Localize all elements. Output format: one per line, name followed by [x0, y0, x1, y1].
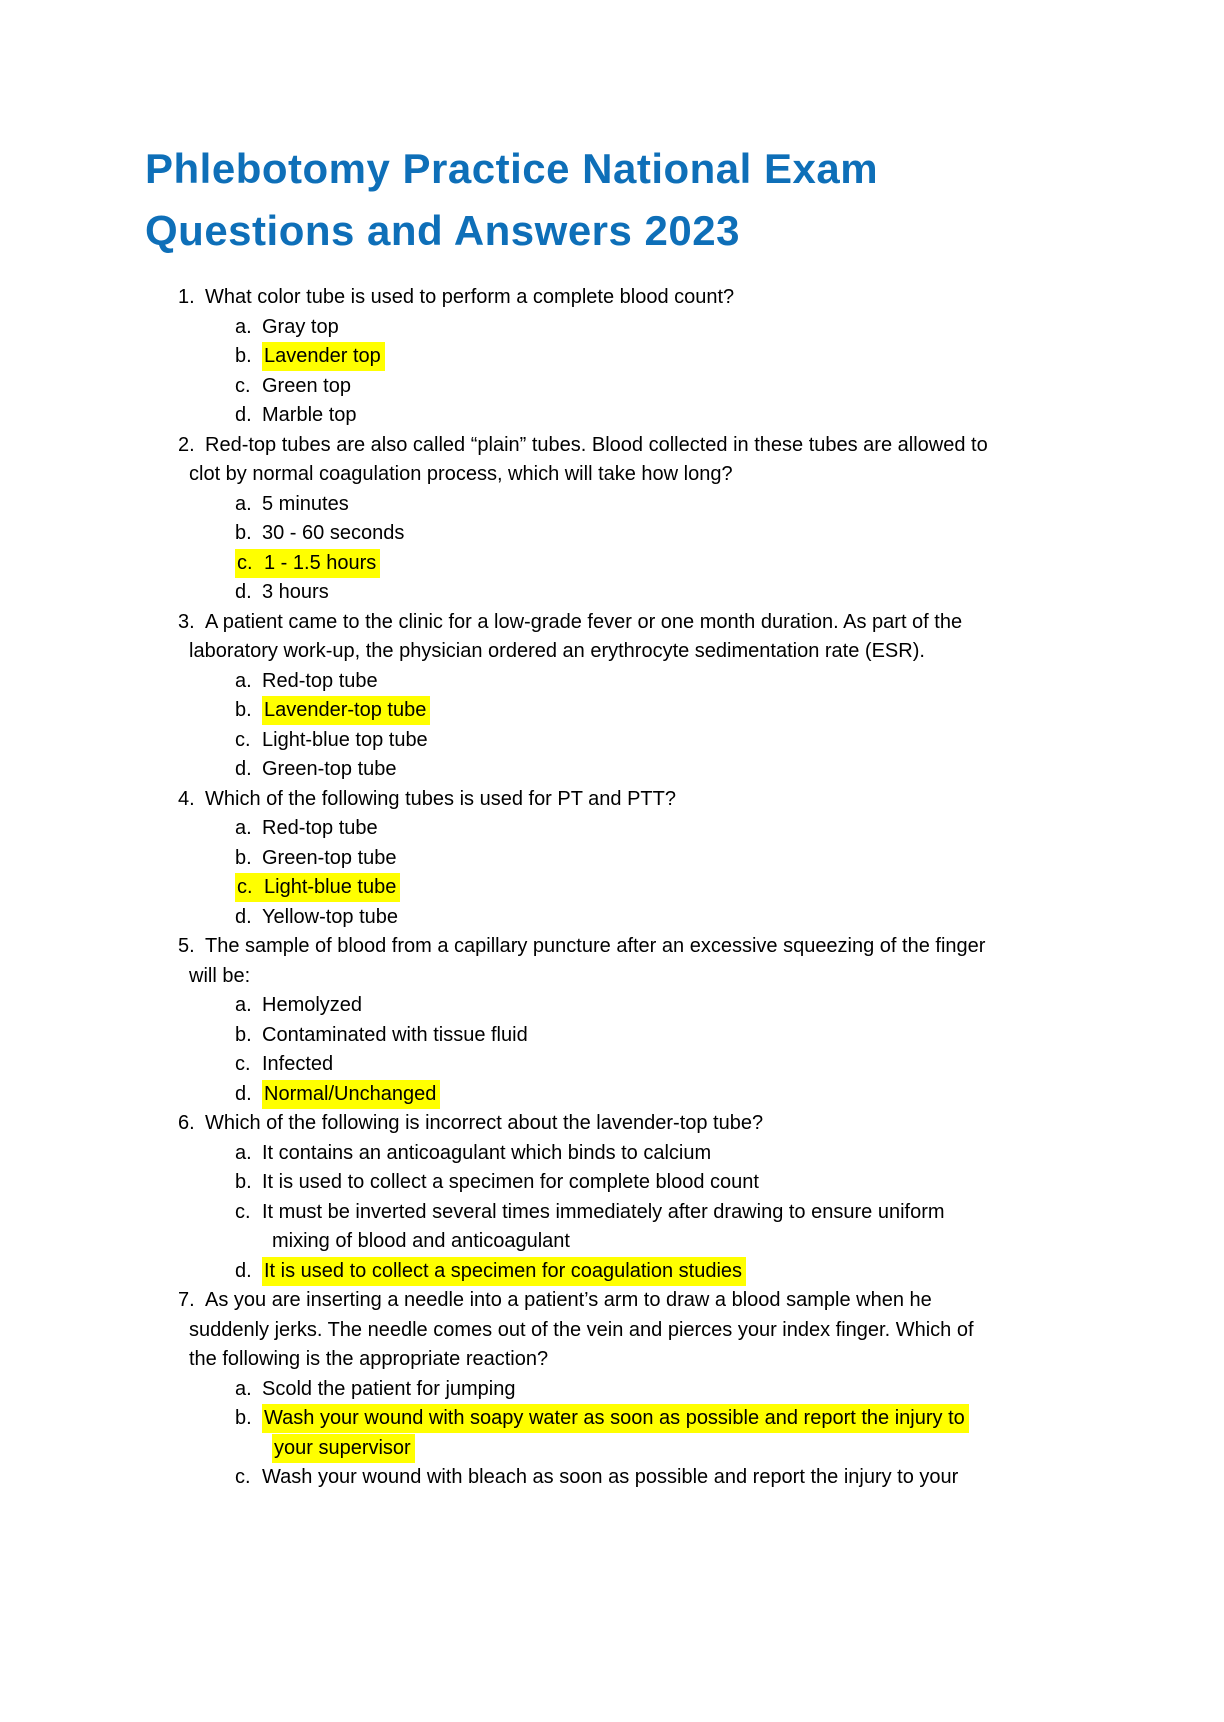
option-text: Infected: [262, 1053, 334, 1075]
option-line: [0, 873, 1224, 903]
option-letter: d.: [235, 581, 252, 603]
option-line: [0, 991, 1224, 1021]
option-text: Light-blue tube: [264, 876, 397, 898]
option-wrap-line: [0, 1434, 1224, 1464]
option-wrap-line: [0, 1227, 1224, 1257]
question-line: [0, 283, 1224, 313]
option-text: Red-top tube: [262, 669, 378, 692]
option-letter: a.: [235, 492, 252, 515]
option-letter: d.: [235, 404, 252, 426]
option-line: [0, 313, 1224, 343]
option-text: Light-blue top tube: [262, 728, 428, 751]
option-letter: b.: [235, 699, 252, 721]
question-line: [0, 608, 1224, 638]
question-line: [0, 1109, 1224, 1139]
option-line: [0, 755, 1224, 785]
option-text: Scold the patient for jumping: [262, 1377, 516, 1400]
question-number: 4.: [178, 787, 195, 810]
answer-highlight: [262, 1404, 969, 1433]
answer-highlight: [272, 1434, 415, 1463]
option-line: [0, 1021, 1224, 1051]
option-text: Marble top: [262, 404, 357, 426]
option-line: [0, 844, 1224, 874]
option-text: Green-top tube: [262, 758, 397, 780]
document-page: [0, 138, 1224, 1722]
answer-highlight: [235, 549, 380, 578]
question-wrap-line: [0, 1316, 1224, 1346]
option-line: [0, 549, 1224, 579]
question-text: A patient came to the clinic for a low-grade fever or one month duration. As part of the: [205, 610, 963, 633]
option-line: [0, 1139, 1224, 1169]
option-text: Green-top tube: [262, 846, 397, 869]
question-number: 3.: [178, 610, 195, 633]
option-text: 1 - 1.5 hours: [264, 551, 377, 574]
answer-highlight: [262, 1080, 440, 1109]
option-line: [0, 726, 1224, 756]
question-number: 7.: [178, 1289, 195, 1311]
option-letter: d.: [235, 905, 252, 928]
answer-highlight: [262, 1257, 746, 1286]
question-wrap-line: [0, 1345, 1224, 1375]
option-letter: d.: [235, 758, 252, 780]
option-text: It is used to collect a specimen for coagulation studies: [264, 1259, 743, 1282]
option-text: It must be inverted several times immediately after drawing to ensure uniform: [262, 1200, 945, 1223]
option-line: [0, 1168, 1224, 1198]
option-text: Yellow-top tube: [262, 905, 399, 928]
option-text: your supervisor: [274, 1436, 411, 1459]
question-wrap-line: [0, 962, 1224, 992]
question-number: 6.: [178, 1112, 195, 1134]
option-letter: c.: [235, 1200, 251, 1223]
option-letter: c.: [237, 876, 253, 898]
option-line: [0, 578, 1224, 608]
option-line: [0, 667, 1224, 697]
option-text: Lavender top: [264, 345, 381, 367]
answer-highlight: [262, 342, 385, 371]
option-letter: b.: [235, 522, 252, 544]
question-text: The sample of blood from a capillary puncture after an excessive squeezing of the finger: [205, 935, 986, 957]
option-text: 30 - 60 seconds: [262, 522, 405, 544]
option-line: [0, 519, 1224, 549]
option-letter: b.: [235, 846, 252, 869]
question-wrap-line: [0, 637, 1224, 667]
question-list: [0, 283, 1224, 1493]
option-letter: b.: [235, 1023, 252, 1046]
option-letter: b.: [235, 345, 252, 367]
question-text: will be:: [189, 964, 251, 987]
option-text: 3 hours: [262, 581, 329, 603]
question-number: 5.: [178, 935, 195, 957]
question-text: clot by normal coagulation process, which will take how long?: [189, 463, 733, 485]
option-letter: c.: [235, 728, 251, 751]
option-text: mixing of blood and anticoagulant: [272, 1230, 570, 1252]
option-text: Wash your wound with soapy water as soon as possible and report the injury to: [264, 1407, 965, 1429]
option-letter: a.: [235, 315, 252, 338]
option-text: Green top: [262, 374, 351, 397]
option-letter: b.: [235, 1171, 252, 1193]
question-text: As you are inserting a needle into a patient’s arm to draw a blood sample when he: [205, 1289, 932, 1311]
question-text: Which of the following tubes is used for PT and PTT?: [205, 787, 676, 810]
option-letter: d.: [235, 1082, 252, 1105]
option-line: [0, 1257, 1224, 1287]
option-line: [0, 1404, 1224, 1434]
option-letter: d.: [235, 1259, 252, 1282]
option-letter: c.: [235, 1466, 251, 1488]
option-letter: c.: [237, 551, 253, 574]
option-letter: a.: [235, 1377, 252, 1400]
option-line: [0, 342, 1224, 372]
answer-highlight: [262, 696, 430, 725]
option-line: [0, 814, 1224, 844]
option-text: It is used to collect a specimen for complete blood count: [262, 1171, 759, 1193]
option-line: [0, 401, 1224, 431]
question-number: 1.: [178, 286, 195, 308]
question-text: suddenly jerks. The needle comes out of the vein and pierces your index finger. Which of: [189, 1318, 974, 1341]
option-line: [0, 1080, 1224, 1110]
question-number: 2.: [178, 433, 195, 456]
option-letter: c.: [235, 374, 251, 397]
option-text: Red-top tube: [262, 817, 378, 839]
option-line: [0, 1375, 1224, 1405]
option-line: [0, 490, 1224, 520]
question-line: [0, 431, 1224, 461]
option-text: Gray top: [262, 315, 339, 338]
question-line: [0, 1286, 1224, 1316]
option-line: [0, 696, 1224, 726]
option-line: [0, 1198, 1224, 1228]
option-letter: a.: [235, 1141, 252, 1164]
option-line: [0, 372, 1224, 402]
option-text: Contaminated with tissue fluid: [262, 1023, 528, 1046]
question-text: Which of the following is incorrect about the lavender-top tube?: [205, 1112, 764, 1134]
option-text: Lavender-top tube: [264, 699, 427, 721]
answer-highlight: [235, 873, 400, 902]
question-wrap-line: [0, 460, 1224, 490]
page-title: Phlebotomy Practice National Exam Questions and Answers 2023: [145, 145, 879, 254]
option-line: [0, 1050, 1224, 1080]
question-line: [0, 932, 1224, 962]
question-line: [0, 785, 1224, 815]
question-text: Red-top tubes are also called “plain” tubes. Blood collected in these tubes are allowed to: [205, 433, 988, 456]
option-letter: a.: [235, 669, 252, 692]
option-text: It contains an anticoagulant which binds to calcium: [262, 1141, 712, 1164]
question-text: laboratory work-up, the physician ordered an erythrocyte sedimentation rate (ESR).: [189, 640, 925, 662]
question-text: the following is the appropriate reaction?: [189, 1348, 549, 1370]
option-text: 5 minutes: [262, 492, 349, 515]
option-letter: a.: [235, 994, 252, 1016]
option-line: [0, 1463, 1224, 1493]
option-text: Wash your wound with bleach as soon as possible and report the injury to your: [262, 1466, 959, 1488]
option-line: [0, 903, 1224, 933]
option-letter: a.: [235, 817, 252, 839]
option-text: Normal/Unchanged: [264, 1082, 437, 1105]
option-letter: c.: [235, 1053, 251, 1075]
option-letter: b.: [235, 1407, 252, 1429]
question-text: What color tube is used to perform a complete blood count?: [205, 286, 735, 308]
option-text: Hemolyzed: [262, 994, 363, 1016]
